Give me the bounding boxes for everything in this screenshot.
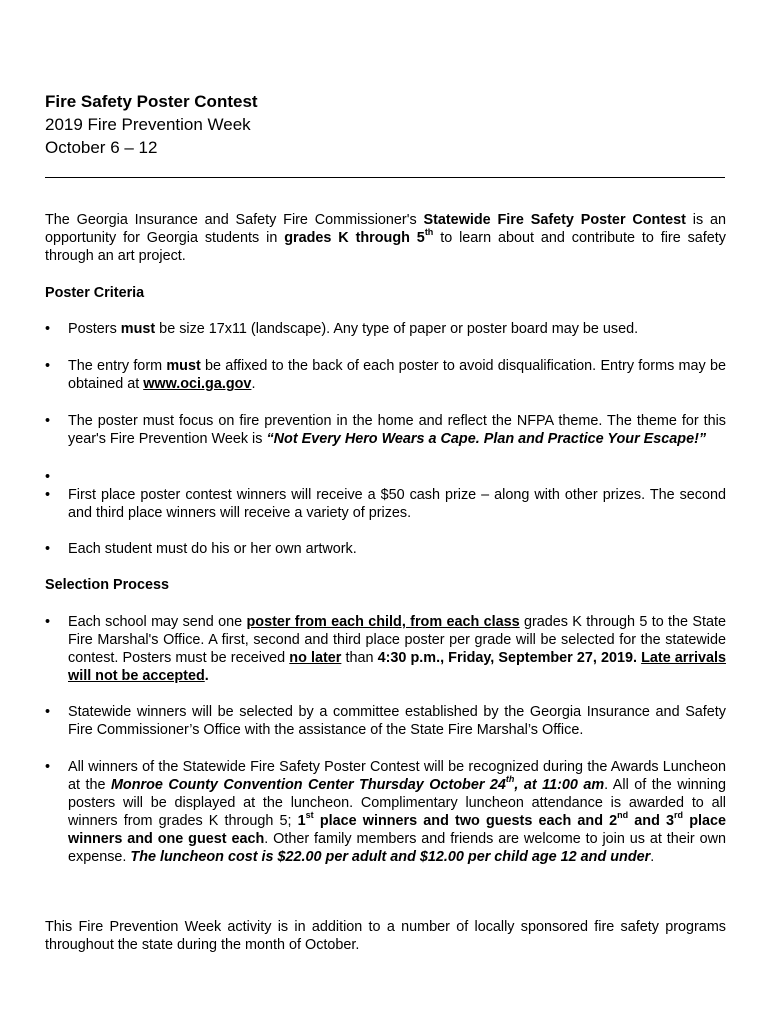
document-title: Fire Safety Poster Contest <box>45 92 258 111</box>
selection-1-text-3: than <box>341 650 378 666</box>
selection-process-heading: Selection Process <box>45 577 169 593</box>
grades-text: grades K through 5 <box>284 230 425 246</box>
website-link[interactable]: www.oci.ga.gov <box>143 376 252 392</box>
selection-item-luncheon <box>45 758 726 866</box>
grades-range <box>284 227 434 246</box>
bullet-icon: • <box>45 469 51 485</box>
luncheon-cost: The luncheon cost is $22.00 per adult and $12.00 per child age 12 and under <box>130 849 651 865</box>
selection-item-submission <box>45 613 726 685</box>
venue-sup: th <box>505 774 515 785</box>
intro-text-3: to learn about and contribute to fire safety through an art project. <box>45 230 726 264</box>
selection-3-text-2: . All of the winning posters will be displayed at the luncheon. Complimentary luncheon attendance is awarded to all winners from grades K through 5; <box>68 777 726 829</box>
intro-paragraph <box>45 211 726 265</box>
bullet-icon: • <box>45 321 51 337</box>
selection-3-text-3: . Other family members and friends are welcome to join us at their own expense. <box>68 831 726 865</box>
deadline-emphasis: no later <box>289 650 342 666</box>
selection-3-text-4: . <box>650 849 655 865</box>
criteria-item-prizes <box>45 486 726 522</box>
criteria-5-text: First place poster contest winners will receive a $50 cash prize – along with other prizes. The second and third place winners will receive a variety of prizes. <box>68 487 726 521</box>
bullet-icon: • <box>45 487 51 503</box>
poster-criteria-heading: Poster Criteria <box>45 285 145 301</box>
criteria-2-text-2: be affixed to the back of each poster to avoid disqualification. Entry forms may be obtained at <box>68 358 726 392</box>
criteria-6-text: Each student must do his or her own artwork. <box>68 541 357 557</box>
grades-sup: th <box>424 227 434 238</box>
event-dates: October 6 – 12 <box>45 138 158 157</box>
selection-3-text-1: All winners of the Statewide Fire Safety Poster Contest will be recognized during the Awards Luncheon at the <box>68 759 726 793</box>
luncheon-venue <box>110 774 605 793</box>
second-sup: nd <box>617 810 629 821</box>
criteria-1-text-1: Posters <box>68 321 121 337</box>
submission-deadline: 4:30 p.m., Friday, September 27, 2019. <box>377 650 637 666</box>
bullet-icon: • <box>45 413 51 429</box>
criteria-2-text-3: . <box>251 376 256 392</box>
selection-1-text-2: grades K through 5 to the State Fire Marshal's Office. A first, second and third place poster per grade will be selected for the statewide contest. Posters must be received <box>68 614 726 666</box>
first-guests: place winners and two guests each and 2 <box>313 813 618 829</box>
contest-name: Statewide Fire Safety Poster Contest <box>423 212 686 228</box>
fire-prevention-theme: “Not Every Hero Wears a Cape. Plan and Practice Your Escape!” <box>266 431 707 447</box>
closing-paragraph: This Fire Prevention Week activity is in addition to a number of locally sponsored fire safety programs throughout the state during the month of October. <box>45 919 726 953</box>
criteria-1-emphasis: must <box>120 321 156 337</box>
criteria-item-artwork <box>45 540 726 558</box>
selection-1-text-1: Each school may send one <box>68 614 247 630</box>
criteria-item-theme <box>45 412 726 448</box>
first-sup: st <box>305 810 314 821</box>
criteria-2-text-1: The entry form <box>68 358 167 374</box>
criteria-item-size <box>45 320 726 338</box>
bullet-icon: • <box>45 614 51 630</box>
venue-time: , at 11:00 am <box>514 777 605 793</box>
third-label: and 3 <box>628 813 675 829</box>
intro-text-2: is an opportunity for Georgia students in <box>45 212 726 246</box>
horizontal-rule <box>45 177 725 178</box>
venue-text: Monroe County Convention Center Thursday October 24 <box>110 777 506 793</box>
late-arrivals-notice: Late arrivals will not be accepted <box>68 650 727 684</box>
criteria-item-entry-form <box>45 357 726 393</box>
selection-2-text: Statewide winners will be selected by a committee established by the Georgia Insurance and Safety Fire Commissioner’s Office with the assistance of the State Fire Marshal’s Office. <box>68 704 726 738</box>
bullet-icon: • <box>45 759 51 775</box>
criteria-2-emphasis: must <box>166 358 201 374</box>
selection-1-period: . <box>204 668 209 684</box>
first-label: 1 <box>297 813 306 829</box>
selection-item-committee <box>45 703 726 739</box>
third-sup: rd <box>674 810 684 821</box>
bullet-icon: • <box>45 704 51 720</box>
bullet-icon: • <box>45 358 51 374</box>
submission-rule: poster from each child, from each class <box>246 614 520 630</box>
criteria-3-text-1: The poster must focus on fire prevention in the home and reflect the NFPA theme. The theme for this year's Fire Prevention Week is <box>68 413 726 447</box>
criteria-1-text-2: be size 17x11 (landscape). Any type of paper or poster board may be used. <box>155 321 639 337</box>
bullet-icon: • <box>45 541 51 557</box>
intro-text-1: The Georgia Insurance and Safety Fire Commissioner's <box>45 212 424 228</box>
document-subtitle: 2019 Fire Prevention Week <box>45 115 251 134</box>
other-guests: place winners and one guest each <box>68 813 726 847</box>
